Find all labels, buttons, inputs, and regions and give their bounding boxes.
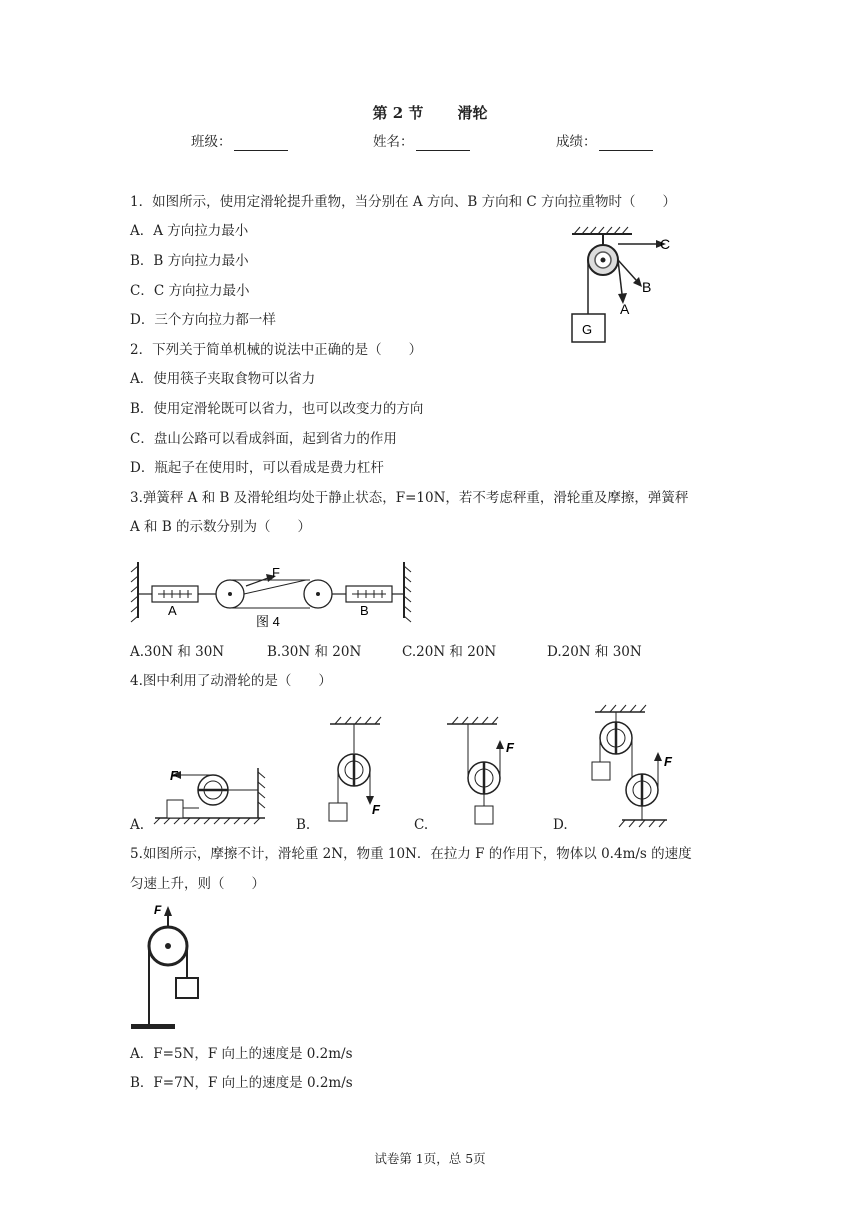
page-title (0, 104, 860, 122)
q2-option-b[interactable]: B．使用定滑轮既可以省力，也可以改变力的方向 (130, 401, 424, 417)
class-blank[interactable] (234, 136, 288, 151)
q4-stem: 4.图中利用了动滑轮的是（ ） (130, 673, 332, 689)
force-label-f: F (154, 903, 162, 917)
figure-c (447, 717, 515, 824)
figure-b (329, 717, 381, 821)
force-label-a: F (170, 768, 178, 783)
q4-option-a[interactable]: A. (130, 817, 145, 833)
q2-option-d[interactable]: D．瓶起子在使用时，可以看成是费力杠杆 (130, 460, 384, 476)
q3-option-a[interactable]: A.30N 和 30N (130, 644, 225, 660)
class-field (191, 133, 288, 151)
q4-option-b[interactable]: B. (296, 817, 311, 833)
scale-label-a: A (168, 603, 177, 618)
q1-option-d[interactable]: D．三个方向拉力都一样 (130, 312, 276, 328)
class-label: 班级： (191, 134, 232, 150)
force-label-f: F (272, 565, 280, 580)
q3-stem-line2: A 和 B 的示数分别为（ ） (130, 519, 312, 535)
section-number: 第 2 节 (372, 104, 424, 122)
q1-option-a[interactable]: A．A 方向拉力最小 (130, 223, 249, 239)
q5-pulley-figure (128, 900, 208, 1034)
name-label: 姓名： (373, 134, 414, 150)
force-label-c: F (506, 740, 514, 755)
figure-a (154, 768, 265, 824)
label-a: A (620, 301, 630, 317)
q2-option-c[interactable]: C．盘山公路可以看成斜面，起到省力的作用 (130, 431, 397, 447)
q5-stem-line1: 5.如图所示，摩擦不计，滑轮重 2N，物重 10N．在拉力 F 的作用下，物体以 0.4m/s 的速度 (130, 846, 692, 862)
q3-stem-line1: 3.弹簧秤 A 和 B 及滑轮组均处于静止状态，F=10N，若不考虑秤重，滑轮重及摩擦，弹簧秤 (130, 490, 689, 506)
q1-option-c[interactable]: C．C 方向拉力最小 (130, 283, 250, 299)
q5-option-b[interactable]: B．F=7N，F 向上的速度是 0.2m/s (130, 1075, 353, 1091)
score-blank[interactable] (599, 136, 653, 151)
figure-caption: 图 4 (256, 614, 280, 629)
page-footer: 试卷第 1页，总 5页 (374, 1151, 486, 1166)
q3-option-c[interactable]: C.20N 和 20N (402, 644, 497, 660)
force-label-d: F (664, 754, 672, 769)
figure-d (592, 705, 673, 827)
section-name: 滑轮 (457, 104, 488, 122)
score-field (556, 133, 653, 151)
q3-spring-scale-figure (128, 556, 418, 634)
q1-stem: 1．如图所示，使用定滑轮提升重物，当分别在 A 方向、B 方向和 C 方向拉重物时（ ） (130, 194, 677, 210)
name-blank[interactable] (416, 136, 470, 151)
q4-option-c[interactable]: C. (414, 817, 429, 833)
q2-option-a[interactable]: A．使用筷子夹取食物可以省力 (130, 371, 316, 387)
q3-option-b[interactable]: B.30N 和 20N (267, 644, 362, 660)
q2-stem: 2．下列关于简单机械的说法中正确的是（ ） (130, 342, 423, 358)
name-field (373, 133, 470, 151)
label-b: B (642, 279, 652, 295)
score-label: 成绩： (556, 134, 597, 150)
q3-option-d[interactable]: D.20N 和 30N (547, 644, 642, 660)
q5-option-a[interactable]: A．F=5N，F 向上的速度是 0.2m/s (130, 1046, 353, 1062)
force-label-b: F (372, 802, 380, 817)
q1-option-b[interactable]: B．B 方向拉力最小 (130, 253, 249, 269)
label-g: G (582, 322, 593, 337)
scale-label-b: B (360, 603, 369, 618)
label-c: C (660, 236, 671, 252)
q5-stem-line2: 匀速上升，则（ ） (130, 876, 265, 892)
q1-fixed-pulley-figure (560, 222, 680, 347)
q4-figures (125, 700, 695, 832)
q4-option-d[interactable]: D. (553, 817, 568, 833)
